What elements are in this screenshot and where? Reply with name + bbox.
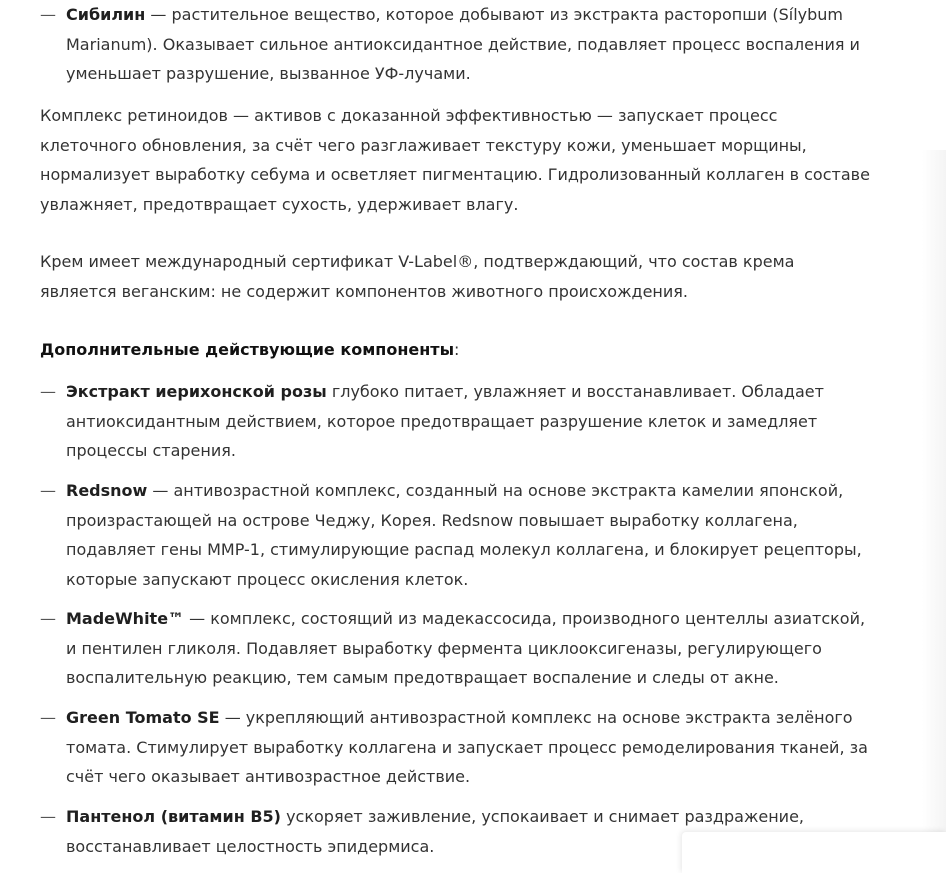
list-item — [40, 703, 870, 792]
paragraph-vlabel: Крем имеет международный сертификат V-Label®, подтверждающий, что состав крема является веганским: не содержит компонентов животного происхождения. — [40, 252, 795, 301]
list-item-text — [66, 476, 870, 594]
list-item-description: — растительное вещество, которое добывают из экстракта расторопши (Sílybum Marianum). Оказывает сильное антиоксидантное действие, подавляет процесс воспаления и уменьшает разрушение, вызванное УФ-лучами. — [66, 5, 860, 83]
list-item-text — [66, 377, 870, 466]
paragraph-retinoids: Комплекс ретиноидов — активов с доказанной эффективностью — запускает процесс клеточного обновления, за счёт чего разглаживает текстуру кожи, уменьшает морщины, нормализует выработку себума и осветляет пигментацию. Гидролизованный коллаген в составе увлажняет, предотвращает сухость, удерживает влагу. — [40, 106, 870, 214]
dash-marker: — — [40, 807, 56, 826]
list-item-term: Redsnow — [66, 481, 148, 500]
section-heading-suffix: : — [454, 340, 460, 359]
list-item — [40, 604, 870, 693]
list-item — [40, 476, 870, 594]
list-item-description: глубоко питает, увлажняет и восстанавливает. Обладает антиоксидантным действием, которое предотвращает разрушение клеток и замедляет процессы старения. — [66, 382, 824, 460]
dash-marker: — — [40, 5, 56, 24]
dash-marker: — — [40, 708, 56, 727]
page-edge-shadow — [922, 150, 946, 870]
list-item-text — [66, 604, 870, 693]
list-item-term: MadeWhite™ — [66, 609, 185, 628]
section-heading — [40, 335, 870, 365]
floating-widget-edge — [682, 832, 946, 873]
list-item-description: ускоряет заживление, успокаивает и снимает раздражение, восстанавливает целостность эпидермиса. — [66, 807, 804, 856]
list-item-description: — антивозрастной комплекс, созданный на основе экстракта камелии японской, произрастающей на острове Чеджу, Корея. Redsnow повышает выработку коллагена, подавляет гены MMP-1, стимулирующие распад молекул коллагена, и блокирует рецепторы, которые запускают процесс окисления клеток. — [66, 481, 862, 589]
list-item-term: Green Tomato SE — [66, 708, 220, 727]
list-item — [40, 0, 870, 89]
list-item — [40, 377, 870, 466]
list-item-text — [66, 703, 870, 792]
dash-marker: — — [40, 481, 56, 500]
list-item-description: — укрепляющий антивозрастной комплекс на основе экстракта зелёного томата. Стимулирует выработку коллагена и запускает процесс ремоделирования тканей, за счёт чего оказывает антивозрастное действие. — [66, 708, 868, 786]
dash-marker: — — [40, 382, 56, 401]
dash-marker: — — [40, 609, 56, 628]
list-item-term: Сибилин — [66, 5, 146, 24]
list-item-text — [66, 0, 870, 89]
list-item-term: Пантенол (витамин B5) — [66, 807, 281, 826]
section-heading-text: Дополнительные действующие компоненты — [40, 340, 455, 359]
list-item-description: — комплекс, состоящий из мадекассосида, производного центеллы азиатской, и пентилен гликоля. Подавляет выработку фермента циклооксигеназы, регулирующего воспалительную реакцию, тем самым предотвращает воспаление и следы от акне. — [66, 609, 866, 687]
list-item-term: Экстракт иерихонской розы — [66, 382, 327, 401]
